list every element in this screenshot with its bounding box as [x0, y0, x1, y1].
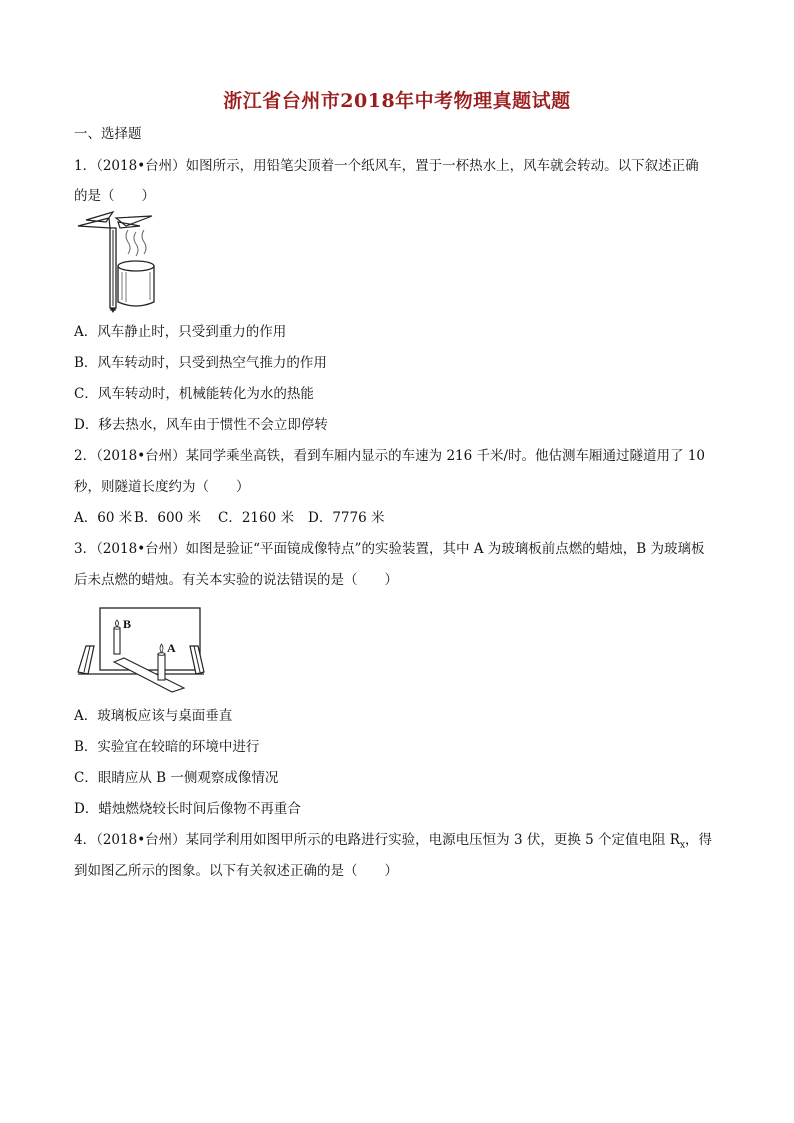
q2-options-row	[74, 508, 724, 528]
plane-mirror-experiment-figure	[74, 602, 214, 694]
q4-stem-line1-text: 4．（2018•台州）某同学利用如图甲所示的电路进行实验，电源电压恒为 3 伏，更换 5 个定值电阻 R	[74, 832, 680, 848]
pinwheel-over-hot-water-figure	[76, 210, 166, 314]
section-heading: 一、选择题	[74, 126, 142, 142]
page-title: 浙江省台州市2018年中考物理真题试题	[223, 90, 571, 112]
q1-option-c: C．风车转动时，机械能转化为水的热能	[74, 386, 314, 402]
q2-stem-line2: 秒，则隧道长度约为（ ）	[74, 479, 250, 495]
q3-stem-line1: 3．（2018•台州）如图是验证“平面镜成像特点”的实验装置，其中 A 为玻璃板前点燃的蜡烛，B 为玻璃板	[74, 541, 705, 557]
q3-option-d: D．蜡烛燃烧较长时间后像物不再重合	[74, 801, 301, 817]
q4-resistor-subscript: x	[679, 840, 686, 851]
q2-stem-line1: 2．（2018•台州）某同学乘坐高铁，看到车厢内显示的车速为 216 千米/时。他估测车厢通过隧道用了 10	[74, 448, 706, 464]
q2-option-c: C．2160 米	[218, 510, 294, 526]
q2-option-d: D．7776 米	[308, 510, 385, 526]
q3-option-c: C．眼睛应从 B 一侧观察成像情况	[74, 770, 279, 786]
q4-stem-line2: 到如图乙所示的图象。以下有关叙述正确的是（ ）	[74, 863, 398, 879]
q4-stem-line1	[74, 830, 724, 856]
q1-option-b: B．风车转动时，只受到热空气推力的作用	[74, 355, 327, 371]
q3-option-a: A．玻璃板应该与桌面垂直	[74, 708, 233, 724]
q1-option-d: D．移去热水，风车由于惯性不会立即停转	[74, 417, 328, 433]
q2-option-a: A．60 米	[74, 510, 133, 526]
q4-stem-line1-end: ，得	[685, 832, 713, 848]
q1-stem-line1: 1．（2018•台州）如图所示，用铅笔尖顶着一个纸风车，置于一杯热水上，风车就会转动。以下叙述正确	[74, 158, 699, 174]
q1-option-a: A．风车静止时，只受到重力的作用	[74, 324, 287, 340]
q1-stem-line2: 的是（ ）	[74, 188, 155, 204]
q2-option-b: B．600 米	[134, 510, 201, 526]
candle-a-label: A	[167, 641, 176, 655]
candle-b-label: B	[123, 617, 132, 631]
q3-stem-line2: 后未点燃的蜡烛。有关本实验的说法错误的是（ ）	[74, 572, 398, 588]
q3-option-b: B．实验宜在较暗的环境中进行	[74, 739, 260, 755]
